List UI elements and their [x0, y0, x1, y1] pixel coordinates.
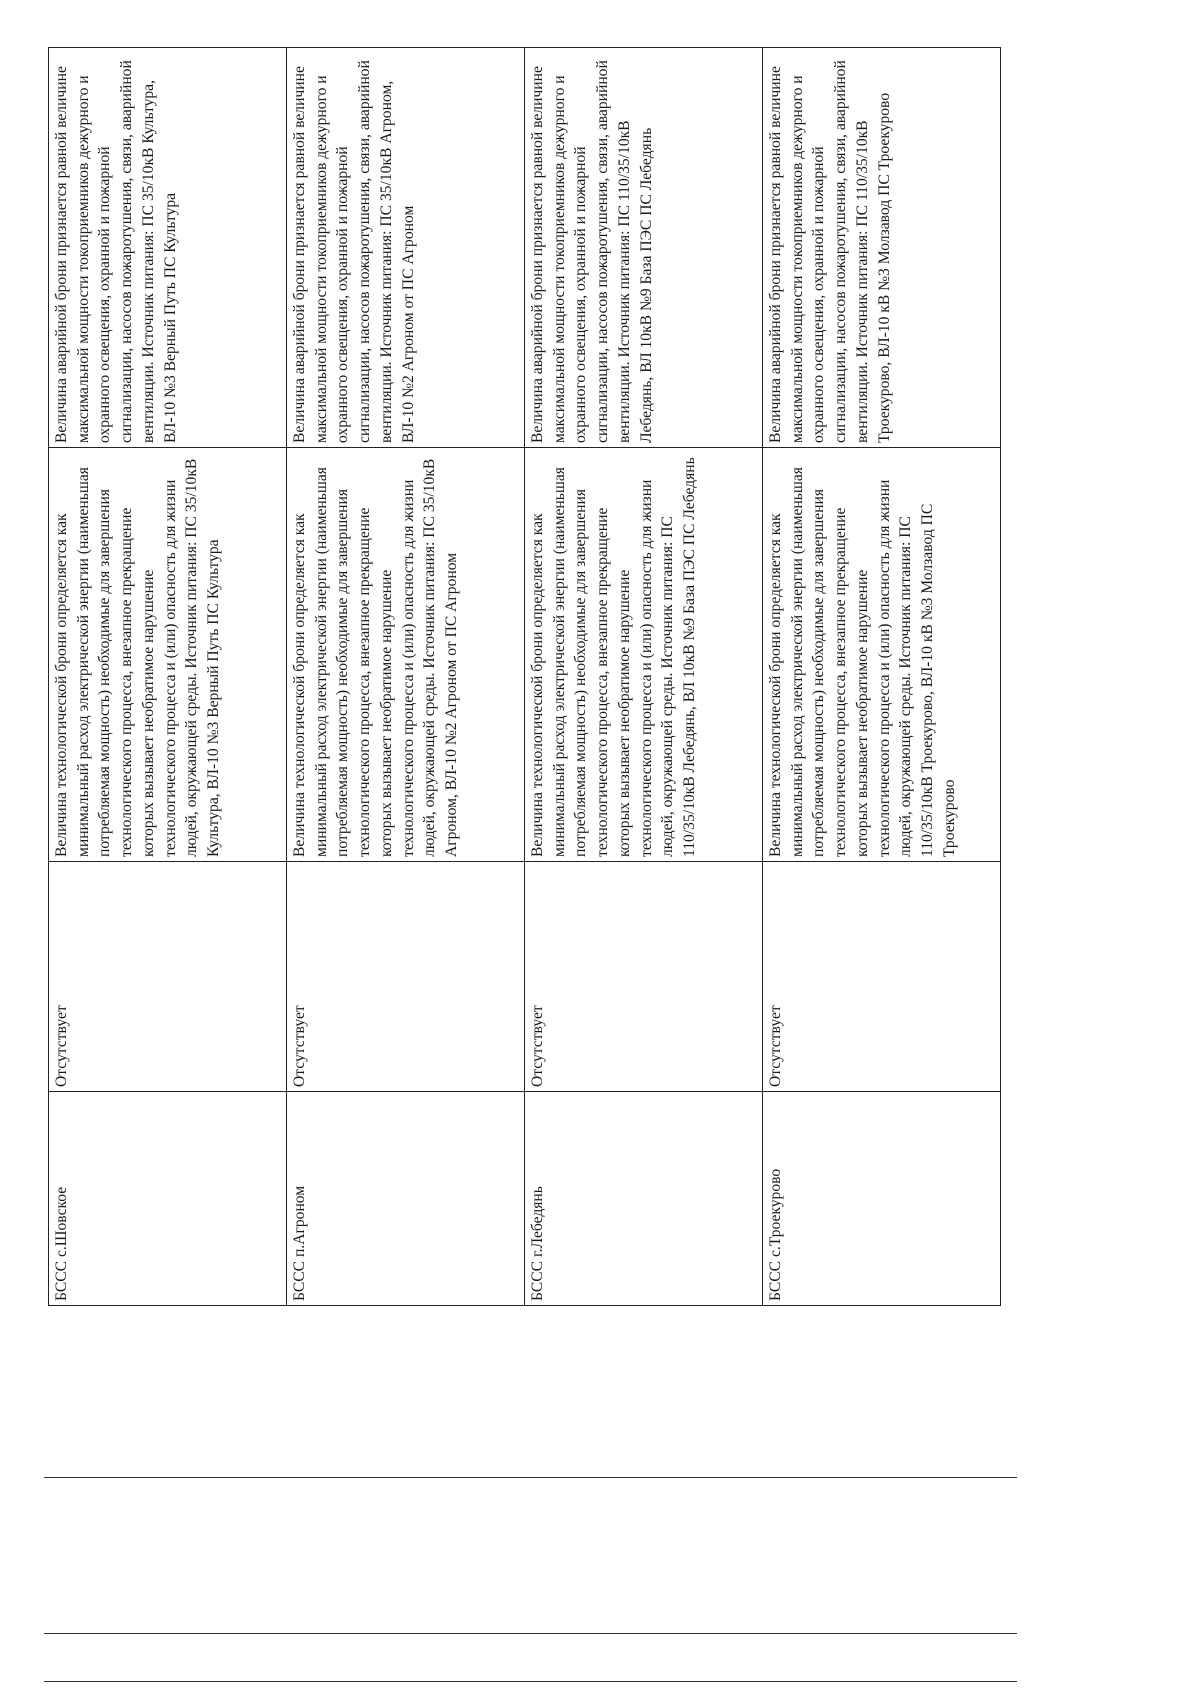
emergency-reserve-cell: Величина аварийной брони признается равной величине максимальной мощности токоприемников дежурного и охранного освещения, охранной и пожарной сигнализации, насосов пожаротушения, связи, аварийной вентиляции. Источник питания: ПС 110/35/10кВ Лебедянь, ВЛ 10кВ №9 База ПЭС ПС Лебедянь: [525, 48, 763, 448]
tech-reserve-cell: Величина технологической брони определяется как минимальный расход электрической энергии (наименьшая потребляемая мощность) необходимые для завершения технологического процесса, внезапное прекращение которых вызывает необратимое нарушение технологического процесса и (или) опасность для жизни людей, окружающей среды. Источник питания: ПС 35/10кВ Культура, ВЛ-10 №3 Верный Путь ПС Культура: [49, 448, 287, 862]
horizontal-rule: [44, 1477, 1017, 1478]
reserve-status-cell: Отсутствует: [525, 862, 763, 1092]
horizontal-rule: [44, 1633, 1017, 1634]
rotated-page-content: [48, 48, 1006, 1306]
emergency-reserve-cell: Величина аварийной брони признается равной величине максимальной мощности токоприемников дежурного и охранного освещения, охранной и пожарной сигнализации, насосов пожаротушения, связи, аварийной вентиляции. Источник питания: ПС 35/10кВ Агроном, ВЛ-10 №2 Агроном от ПС Агроном: [287, 48, 525, 448]
object-name-cell: БССС г.Лебедянь: [525, 1092, 763, 1306]
tech-reserve-cell: Величина технологической брони определяется как минимальный расход электрической энергии (наименьшая потребляемая мощность) необходимые для завершения технологического процесса, внезапное прекращение которых вызывает необратимое нарушение технологического процесса и (или) опасность для жизни людей, окружающей среды. Источник питания: ПС 110/35/10кВ Троекурово, ВЛ-10 кВ №3 Молзавод ПС Троекурово: [763, 448, 1001, 862]
object-name-cell: БССС п.Агроном: [287, 1092, 525, 1306]
table-row: [49, 48, 287, 1306]
table-row: [763, 48, 1001, 1306]
tech-reserve-cell: Величина технологической брони определяется как минимальный расход электрической энергии (наименьшая потребляемая мощность) необходимые для завершения технологического процесса, внезапное прекращение которых вызывает необратимое нарушение технологического процесса и (или) опасность для жизни людей, окружающей среды. Источник питания: ПС 35/10кВ Агроном, ВЛ-10 №2 Агроном от ПС Агроном: [287, 448, 525, 862]
reserve-status-cell: Отсутствует: [49, 862, 287, 1092]
reserve-status-cell: Отсутствует: [287, 862, 525, 1092]
table-row: [525, 48, 763, 1306]
table-row: [287, 48, 525, 1306]
object-name-cell: БССС с.Троекурово: [763, 1092, 1001, 1306]
emergency-reserve-cell: Величина аварийной брони признается равной величине максимальной мощности токоприемников дежурного и охранного освещения, охранной и пожарной сигнализации, насосов пожаротушения, связи, аварийной вентиляции. Источник питания: ПС 35/10кВ Культура, ВЛ-10 №3 Верный Путь ПС Культура: [49, 48, 287, 448]
horizontal-rule: [44, 1681, 1017, 1682]
object-name-cell: БССС с.Шовское: [49, 1092, 287, 1306]
tech-reserve-cell: Величина технологической брони определяется как минимальный расход электрической энергии (наименьшая потребляемая мощность) необходимые для завершения технологического процесса, внезапное прекращение которых вызывает необратимое нарушение технологического процесса и (или) опасность для жизни людей, окружающей среды. Источник питания: ПС 110/35/10кВ Лебедянь, ВЛ 10кВ №9 База ПЭС ПС Лебедянь: [525, 448, 763, 862]
reserve-table: [48, 47, 1001, 1306]
reserve-status-cell: Отсутствует: [763, 862, 1001, 1092]
emergency-reserve-cell: Величина аварийной брони признается равной величине максимальной мощности токоприемников дежурного и охранного освещения, охранной и пожарной сигнализации, насосов пожаротушения, связи, аварийной вентиляции. Источник питания: ПС 110/35/10кВ Троекурово, ВЛ-10 кВ №3 Молзавод ПС Троекурово: [763, 48, 1001, 448]
